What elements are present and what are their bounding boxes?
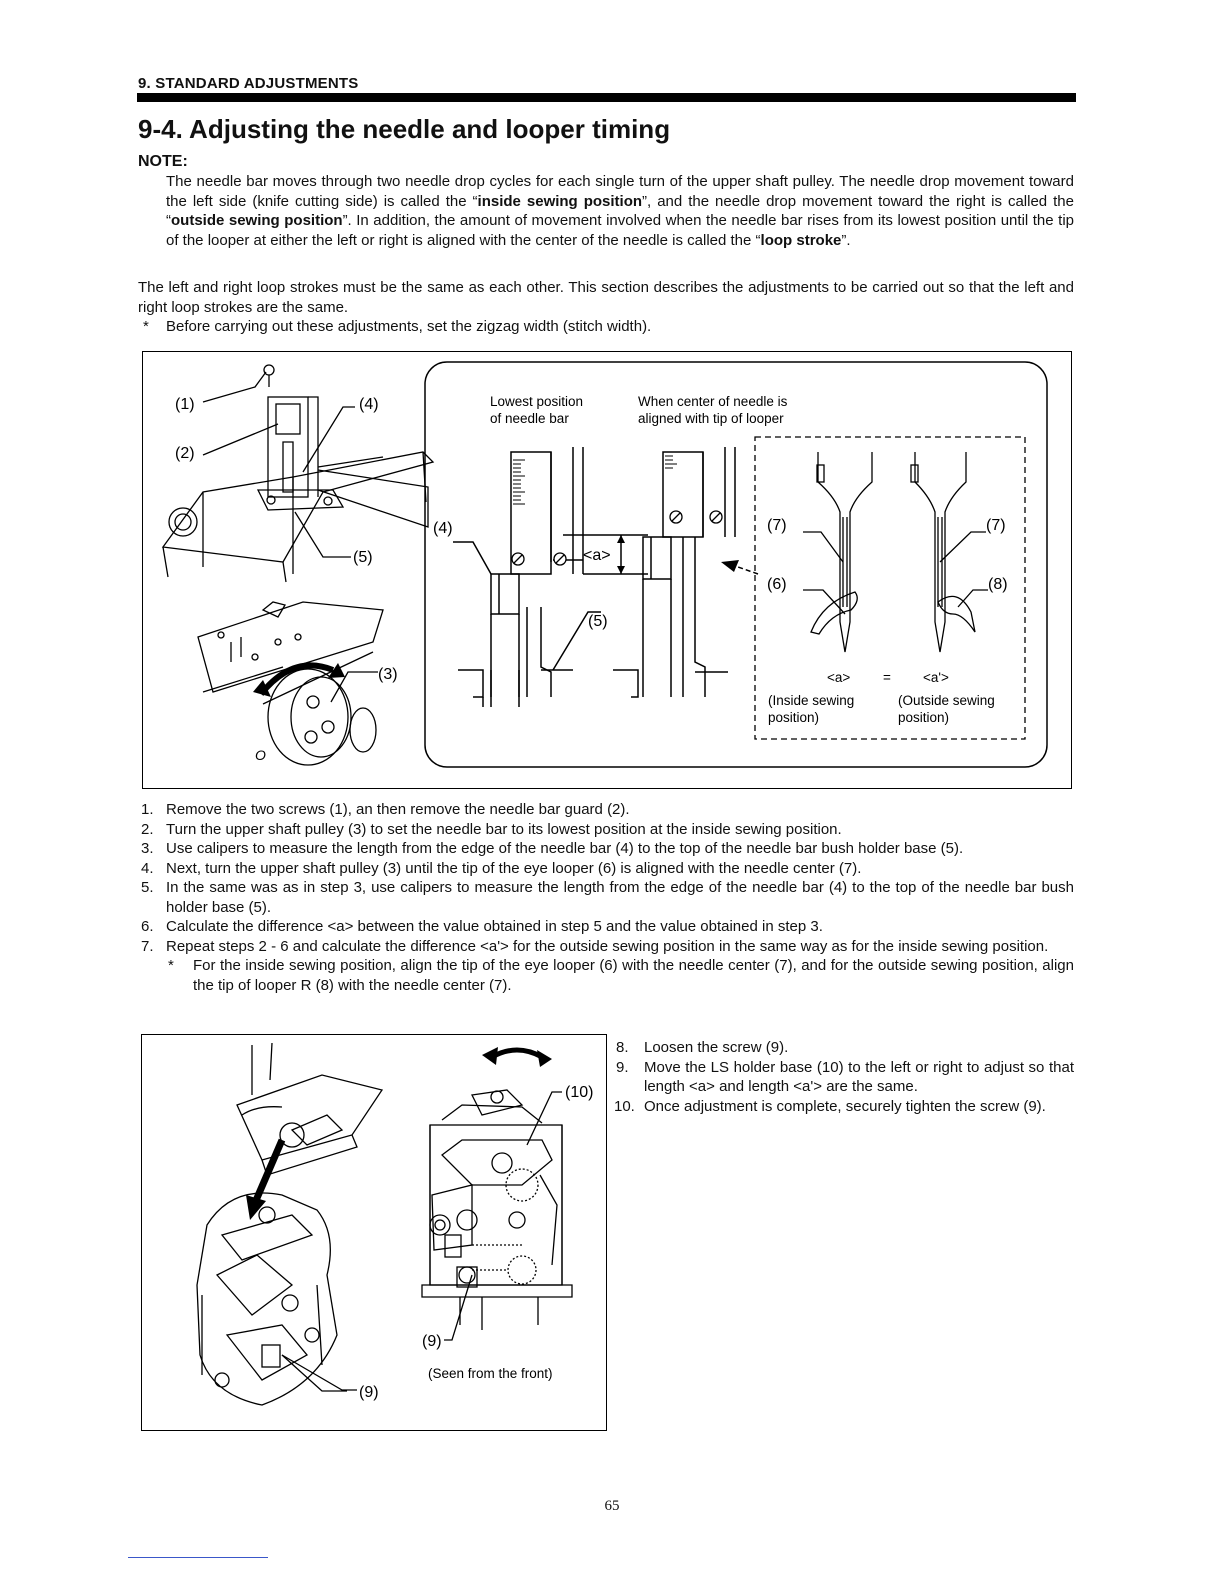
aligned-label-2: aligned with tip of looper [638, 411, 784, 426]
intro-paragraph: The left and right loop strokes must be the same as each other. This section describes the adjustments to be carried out so that the left and right loop strokes are the same. [138, 279, 1074, 316]
footer-underline [128, 1557, 268, 1558]
step-number: 7. [141, 937, 154, 955]
callout-6: (6) [767, 576, 787, 593]
note-bold-3: loop stroke [760, 231, 842, 249]
figure-2-illustration [142, 1035, 605, 1429]
step-text: Turn the upper shaft pulley (3) to set the needle bar to its lowest position at the inside sewing position. [166, 820, 842, 838]
step-1 [138, 800, 1074, 820]
callout-8: (8) [988, 576, 1008, 593]
step-text: Once adjustment is complete, securely tighten the screw (9). [644, 1097, 1046, 1115]
note-text: For the inside sewing position, align the tip of the eye looper (6) with the needle center (7), and for the outside sewing position, align the tip of looper R (8) with the needle center (7). [193, 957, 1074, 994]
front-view-caption: (Seen from the front) [428, 1366, 553, 1381]
step-2 [138, 820, 1074, 840]
callout-5-top: (5) [353, 549, 373, 566]
note-body [166, 172, 1074, 250]
page-number: 65 [604, 1498, 620, 1514]
step-text: Remove the two screws (1), an then remove the needle bar guard (2). [166, 801, 630, 818]
step-number: 4. [141, 859, 154, 877]
step-text: Loosen the screw (9). [644, 1039, 789, 1056]
step-7 [138, 937, 1074, 957]
step-number: 1. [141, 801, 154, 818]
step-4 [138, 859, 1074, 879]
callout-3: (3) [378, 666, 398, 683]
inside-label-2: position) [768, 710, 820, 725]
page-title: 9-4. Adjusting the needle and looper timing [138, 114, 671, 144]
step-10 [614, 1097, 1074, 1117]
callout-9-left: (9) [359, 1384, 379, 1401]
step-number: 5. [141, 879, 154, 896]
figure-1-illustration [143, 352, 1070, 787]
step-text: Move the LS holder base (10) to the left or right to adjust so that length <a> and length <a'> are the same. [644, 1058, 1074, 1095]
eq-right: <a'> [923, 670, 949, 685]
callout-5-detail: (5) [588, 613, 608, 630]
lowest-label-2: of needle bar [490, 411, 569, 426]
outside-label-1: (Outside sewing [898, 693, 995, 708]
note-text-3: ”. In addition, the amount of movement involved when the needle bar rises from its lowest position until the tip of the looper at either the left or right is aligned with the center of the needle is called the “ [166, 212, 1074, 249]
figure-2 [141, 1034, 607, 1431]
step-number: 3. [141, 840, 154, 857]
step-number: 9. [616, 1058, 629, 1076]
aligned-label-1: When center of needle is [638, 394, 788, 409]
intro-note-text: Before carrying out these adjustments, set the zigzag width (stitch width). [166, 318, 652, 335]
step-5 [138, 878, 1074, 917]
note-text-1: The needle bar moves through two needle drop cycles for each single turn of the upper shaft pulley. The needle drop movement toward the left side (knife cutting side) is called the “ [166, 173, 1074, 210]
eq-left: <a> [827, 670, 851, 685]
step-7-note [138, 956, 1074, 995]
section-label: 9. STANDARD ADJUSTMENTS [138, 75, 359, 92]
header-rule [137, 93, 1076, 102]
eq-sign: = [883, 670, 891, 685]
note-text-2: ”, and the needle drop movement toward the right is called the “ [166, 192, 1074, 229]
callout-7-inside: (7) [767, 517, 787, 534]
note-text-4: ”. [841, 231, 851, 249]
step-3 [138, 839, 1074, 859]
step-6 [138, 917, 1074, 937]
steps-list [138, 800, 1074, 995]
outside-label-2: position) [898, 710, 950, 725]
step-number: 2. [141, 820, 154, 838]
step-8 [614, 1038, 1074, 1058]
inside-label-1: (Inside sewing [768, 693, 855, 708]
steps-list-2 [614, 1038, 1074, 1116]
note-mark: * [168, 957, 174, 974]
callout-10: (10) [565, 1084, 594, 1101]
callout-9-front: (9) [422, 1333, 442, 1350]
lowest-label-1: Lowest position [490, 394, 584, 409]
callout-7-outside: (7) [986, 517, 1006, 534]
intro-note-mark: * [143, 318, 149, 335]
step-number: 8. [616, 1039, 629, 1056]
callout-4-top: (4) [359, 396, 379, 413]
step-number: 10. [614, 1097, 635, 1115]
step-text: Calculate the difference <a> between the value obtained in step 5 and the value obtained in step 3. [166, 918, 823, 935]
callout-1: (1) [175, 396, 195, 413]
a-dimension-label: <a> [583, 547, 611, 564]
step-number: 6. [141, 918, 154, 935]
note-label: NOTE: [138, 153, 188, 170]
step-9 [614, 1058, 1074, 1097]
step-text: Use calipers to measure the length from the edge of the needle bar (4) to the top of the needle bar bush holder base (5). [166, 840, 964, 857]
figure-1 [142, 351, 1072, 789]
callout-4-detail: (4) [433, 520, 453, 537]
step-text: Next, turn the upper shaft pulley (3) until the tip of the eye looper (6) is aligned with the needle center (7). [166, 859, 862, 877]
note-bold-2: outside sewing position [171, 212, 343, 229]
note-bold-1: inside sewing position [477, 192, 643, 210]
pulley-mark: O [255, 747, 266, 763]
step-text: In the same was as in step 3, use calipers to measure the length from the edge of the needle bar (4) to the top of the needle bar bush holder base (5). [166, 879, 1074, 916]
callout-2: (2) [175, 445, 195, 462]
step-text: Repeat steps 2 - 6 and calculate the difference <a'> for the outside sewing position in the same way as for the inside sewing position. [166, 937, 1049, 955]
